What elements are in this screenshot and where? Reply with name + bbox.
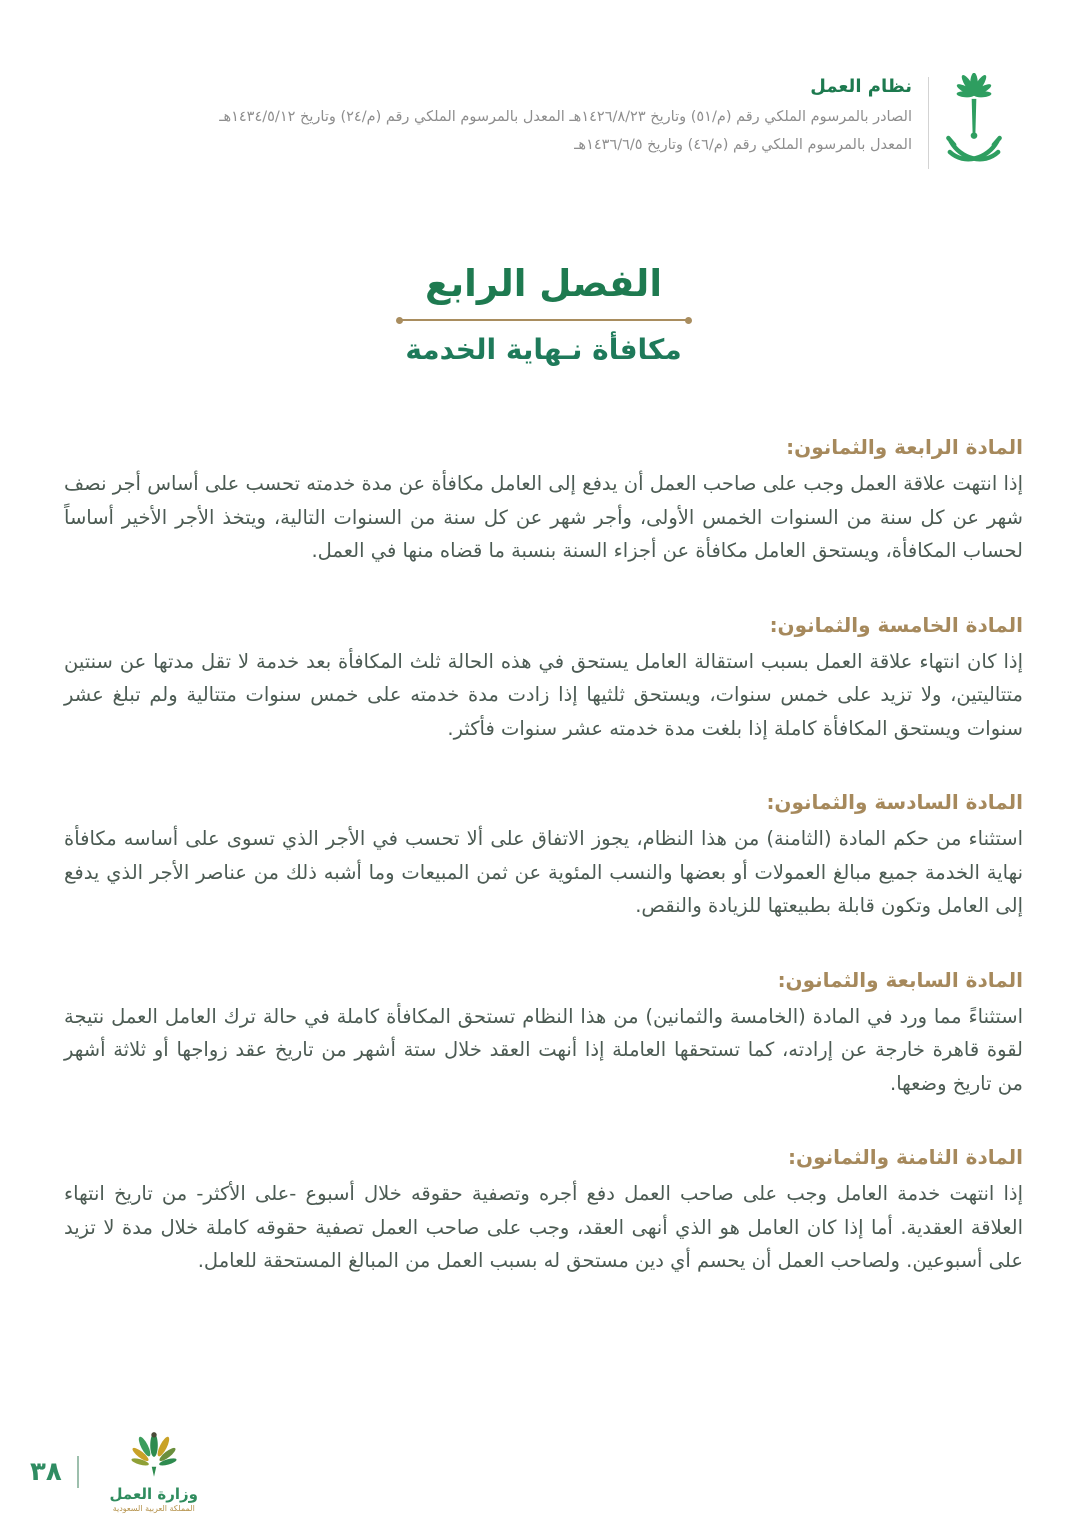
article-88: [64, 1142, 1023, 1278]
article-86: [64, 787, 1023, 923]
articles-section: [64, 432, 1023, 1320]
document-title: نظام العمل: [810, 76, 912, 97]
article-heading: المادة السابعة والثمانون:: [777, 967, 1023, 992]
chapter-divider: [400, 319, 688, 321]
article-84: [64, 432, 1023, 568]
chapter-subtitle: مكافأة نـهاية الخدمة: [405, 333, 682, 366]
ministry-logo: [94, 1429, 214, 1514]
article-heading: المادة السادسة والثمانون:: [766, 790, 1023, 814]
decree-line-1: الصادر بالمرسوم الملكي رقم (م/٥١) وتاريخ ١٤٢٦/٨/٢٣هـ المعدل بالمرسوم الملكي رقم (م/٢٤) وتاريخ ١٤٣٤/٥/١٢هـ: [219, 109, 912, 125]
page-number: ٣٨: [30, 1456, 62, 1487]
article-body: إذا انتهت علاقة العمل وجب على صاحب العمل أن يدفع إلى العامل مكافأة عن مدة خدمته تحسب على أساس أجر نصف شهر عن كل سنة من السنوات الخمس الأولى، وأجر شهر عن كل سنة من السنوات التالية، ويتخذ الأجر الأخير أساساً لحساب المكافأة، ويستحق العامل مكافأة عن أجزاء السنة بنسبة ما قضاه منها في العمل.: [64, 472, 1023, 562]
article-heading: المادة الثامنة والثمانون:: [788, 1145, 1023, 1169]
footer-separator: [77, 1456, 79, 1488]
article-body: إذا كان انتهاء علاقة العمل بسبب استقالة العامل يستحق في هذه الحالة ثلث المكافأة بعد خدمة لا تقل مدتها عن سنتين متتاليتين، ولا تزيد على خمس سنوات، ويستحق ثلثيها إذا زادت مدة خدمته على خمس سنوات متتالية ولم تبلغ عشر سنوات ويستحق المكافأة كاملة إذا بلغت مدة خدمته عشر سنوات فأكثر.: [64, 649, 1023, 740]
decree-line-2: المعدل بالمرسوم الملكي رقم (م/٤٦) وتاريخ ١٤٣٦/٦/٥هـ: [574, 137, 912, 153]
saudi-emblem-icon: [945, 73, 1003, 175]
chapter-title: الفصل الرابع: [424, 262, 662, 305]
header-text-block: [219, 73, 912, 159]
ministry-subtitle: المملكة العربية السعودية: [112, 1504, 195, 1513]
article-body: استثناءً مما ورد في المادة (الخامسة والثمانين) من هذا النظام تستحق المكافأة كاملة في حالة ترك العامل العمل نتيجة لقوة قاهرة خارجة عن إرادته، كما تستحقها العاملة إذا أنهت العقد خلال ستة أشهر من تاريخ عقد زواجها أو ثلاثة أشهر من تاريخ وضعها.: [64, 1004, 1023, 1095]
article-85: [64, 610, 1023, 746]
article-87: [64, 965, 1023, 1101]
ministry-palm-icon: [127, 1429, 181, 1483]
header-divider: [928, 77, 929, 169]
article-body: إذا انتهت خدمة العامل وجب على صاحب العمل دفع أجره وتصفية حقوقه خلال أسبوع -على الأكثر- من تاريخ انتهاء العلاقة العقدية. أما إذا كان العامل هو الذي أنهى العقد، وجب على صاحب العمل تصفية حقوقه كاملة خلال مدة لا تزيد على أسبوعين. ولصاحب العمل أن يحسم أي دين مستحق له بسبب العمل من المبالغ المستحقة للعامل.: [64, 1182, 1023, 1272]
chapter-section: [0, 262, 1087, 368]
page-footer: [30, 1429, 1057, 1514]
document-header: [219, 73, 1003, 175]
article-heading: المادة الرابعة والثمانون:: [786, 435, 1023, 459]
article-heading: المادة الخامسة والثمانون:: [769, 612, 1023, 637]
ministry-name: وزارة العمل: [109, 1485, 198, 1503]
article-body: استثناء من حكم المادة (الثامنة) من هذا النظام، يجوز الاتفاق على ألا تحسب في الأجر الذي تسوى على أساسه مكافأة نهاية الخدمة جميع مبالغ العمولات أو بعضها والنسب المئوية عن ثمن المبيعات وما أشبه ذلك من عناصر الأجر الذي يدفع إلى العامل وتكون قابلة بطبيعتها للزيادة والنقص.: [64, 827, 1023, 917]
